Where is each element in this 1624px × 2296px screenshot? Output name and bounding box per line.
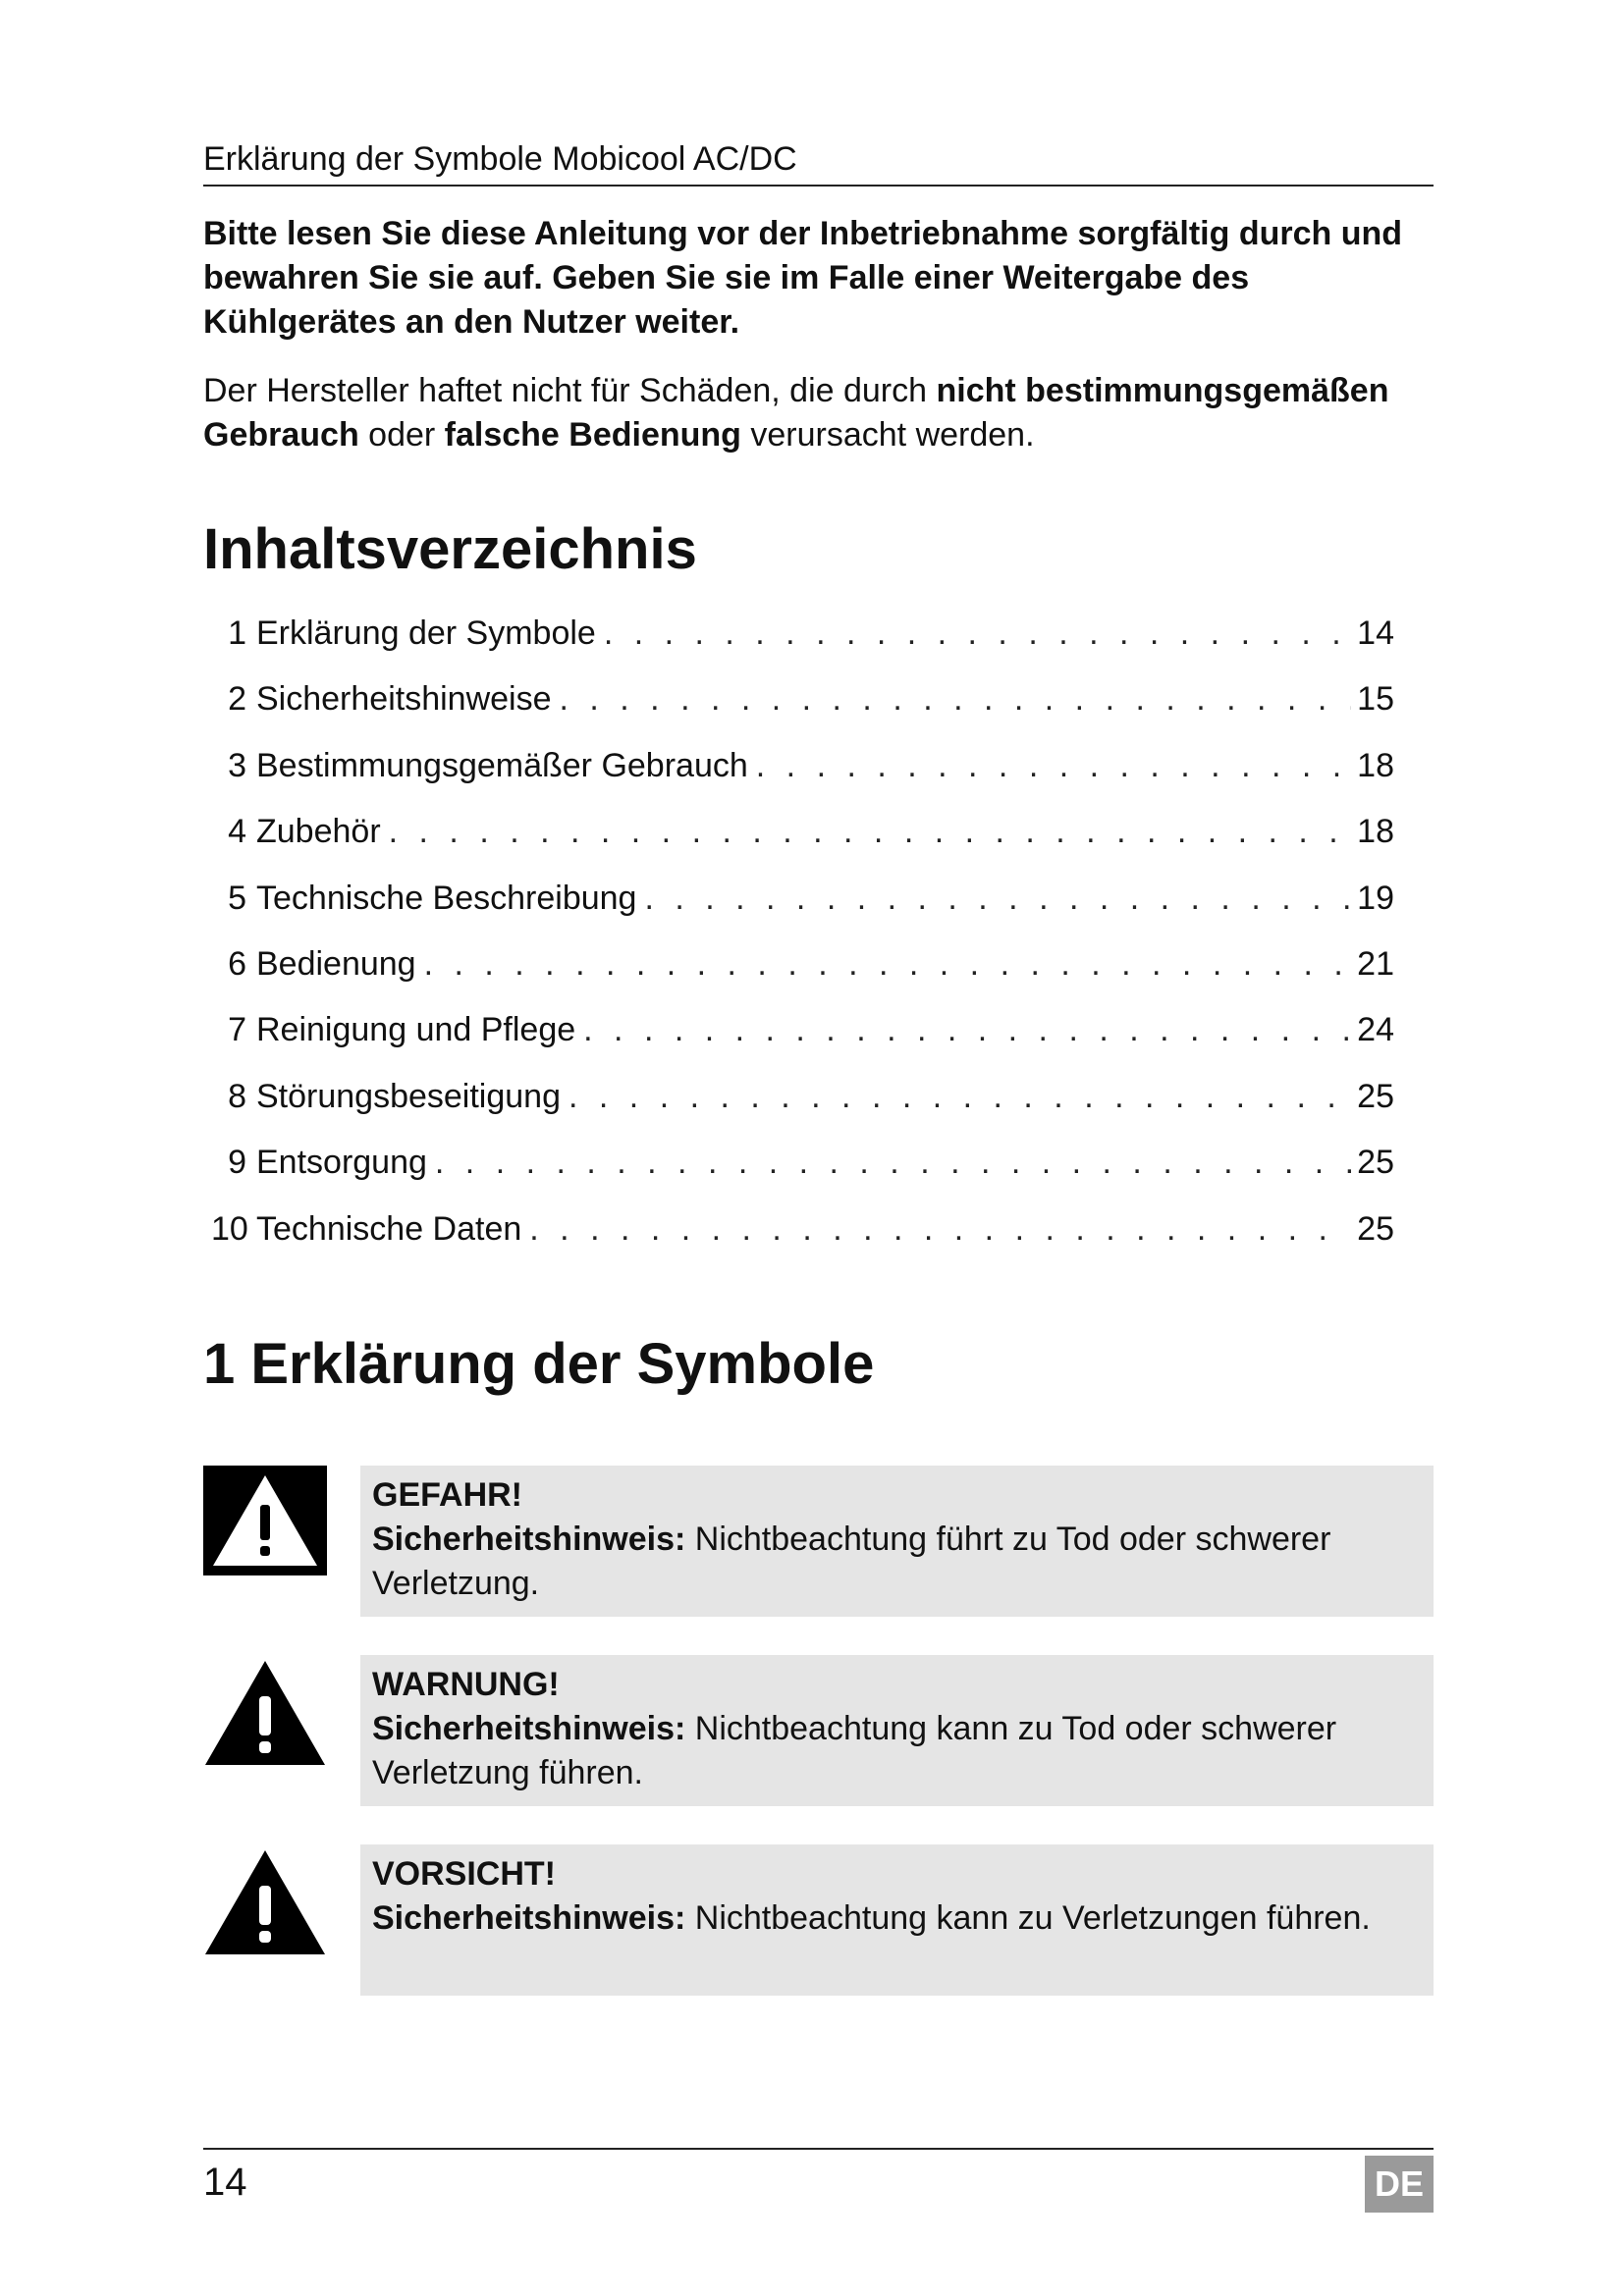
toc-entry-page: 25 <box>1357 1144 1394 1182</box>
section-heading: 1 Erklärung der Symbole <box>203 1332 875 1396</box>
toc-entry-title: Zubehör <box>256 813 381 851</box>
toc-leader-dots <box>424 932 1352 997</box>
toc-entry-title: Erklärung der Symbole <box>256 614 596 652</box>
symbol-text: Nichtbeachtung kann zu Verletzungen führen. <box>685 1899 1371 1937</box>
liability-paragraph <box>203 369 1440 457</box>
toc-entry[interactable] <box>211 866 1394 932</box>
liability-text-1: Der Hersteller haftet nicht für Schäden, die durch <box>203 372 937 409</box>
symbol-label: Sicherheitshinweis: <box>372 1899 686 1937</box>
toc-leader-dots <box>583 997 1351 1063</box>
toc-entry[interactable] <box>211 1064 1394 1130</box>
toc-entry[interactable] <box>211 1130 1394 1196</box>
toc-entry-number: 2 <box>228 680 246 719</box>
footer-divider <box>203 2148 1434 2150</box>
symbol-title: GEFAHR! <box>372 1476 522 1514</box>
toc-entry-page: 19 <box>1357 879 1394 917</box>
symbol-title: VORSICHT! <box>372 1855 556 1893</box>
toc-entry-page: 25 <box>1357 1209 1394 1248</box>
warning-triangle-icon <box>203 1659 327 1769</box>
liability-emphasis-1: nicht bestimmungsgemäßen Gebrauch <box>203 372 1389 454</box>
toc-entry-number: 10 <box>211 1209 248 1248</box>
toc-entry[interactable] <box>211 1197 1394 1262</box>
toc-entry-title: Technische Beschreibung <box>256 879 637 917</box>
symbol-description-box <box>360 1655 1434 1806</box>
symbol-title: WARNUNG! <box>372 1666 560 1703</box>
toc-entry-title: Bedienung <box>256 944 416 983</box>
toc-entry-page: 18 <box>1357 746 1394 784</box>
toc-leader-dots <box>529 1197 1351 1262</box>
symbol-text: Nichtbeachtung führt zu Tod oder schwerer Verletzung. <box>372 1521 1331 1602</box>
toc-leader-dots <box>560 667 1352 732</box>
toc-entry-number: 8 <box>228 1077 246 1115</box>
toc-entry[interactable] <box>211 997 1394 1063</box>
toc-leader-dots <box>435 1130 1351 1196</box>
toc-entry-number: 7 <box>228 1011 246 1049</box>
toc-entry-title: Reinigung und Pflege <box>256 1011 576 1049</box>
danger-warning-icon <box>203 1466 327 1575</box>
toc-entry-number: 3 <box>228 746 246 784</box>
toc-entry-title: Sicherheitshinweise <box>256 680 552 719</box>
toc-entry-page: 15 <box>1357 680 1394 719</box>
toc-heading: Inhaltsverzeichnis <box>203 517 697 581</box>
running-header: Erklärung der Symbole Mobicool AC/DC <box>203 133 1434 187</box>
symbol-label: Sicherheitshinweis: <box>372 1521 686 1558</box>
toc-entry-title: Störungsbeseitigung <box>256 1077 562 1115</box>
intro-bold-paragraph: Bitte lesen Sie diese Anleitung vor der Inbetriebnahme sorgfältig durch und bewahren Sie sie auf. Geben Sie sie im Falle einer Weitergabe des Kühlgerätes an den Nutzer weiter. <box>203 215 1403 341</box>
liability-emphasis-2: falsche Bedienung <box>444 416 741 454</box>
language-badge: DE <box>1365 2156 1434 2213</box>
toc-leader-dots <box>644 866 1351 932</box>
toc-entry-number: 4 <box>228 813 246 851</box>
toc-entry-number: 9 <box>228 1144 246 1182</box>
toc-entry-page: 25 <box>1357 1077 1394 1115</box>
table-of-contents <box>211 601 1394 1262</box>
toc-entry-page: 21 <box>1357 944 1394 983</box>
toc-entry-title: Bestimmungsgemäßer Gebrauch <box>256 746 748 784</box>
toc-leader-dots <box>568 1064 1351 1130</box>
symbol-text: Nichtbeachtung kann zu Tod oder schwerer Verletzung führen. <box>372 1710 1337 1791</box>
symbol-description-box <box>360 1466 1434 1617</box>
toc-entry-number: 5 <box>228 879 246 917</box>
page-number: 14 <box>203 2161 247 2204</box>
toc-entry-number: 1 <box>228 614 246 652</box>
toc-entry-page: 24 <box>1357 1011 1394 1049</box>
toc-entry-title: Technische Daten <box>256 1209 522 1248</box>
caution-triangle-icon <box>203 1848 327 1958</box>
symbol-description-box <box>360 1844 1434 1996</box>
symbol-label: Sicherheitshinweis: <box>372 1710 686 1747</box>
toc-entry-page: 14 <box>1357 614 1394 652</box>
toc-leader-dots <box>756 733 1351 799</box>
toc-leader-dots <box>604 601 1351 667</box>
toc-entry[interactable] <box>211 932 1394 997</box>
toc-entry-page: 18 <box>1357 813 1394 851</box>
toc-leader-dots <box>389 799 1352 865</box>
liability-text-3: verursacht werden. <box>740 416 1035 454</box>
toc-entry-title: Entsorgung <box>256 1144 427 1182</box>
toc-entry[interactable] <box>211 601 1394 667</box>
toc-entry[interactable] <box>211 667 1394 732</box>
toc-entry-number: 6 <box>228 944 246 983</box>
liability-text-2: oder <box>358 416 445 454</box>
toc-entry[interactable] <box>211 733 1394 799</box>
toc-entry[interactable] <box>211 799 1394 865</box>
